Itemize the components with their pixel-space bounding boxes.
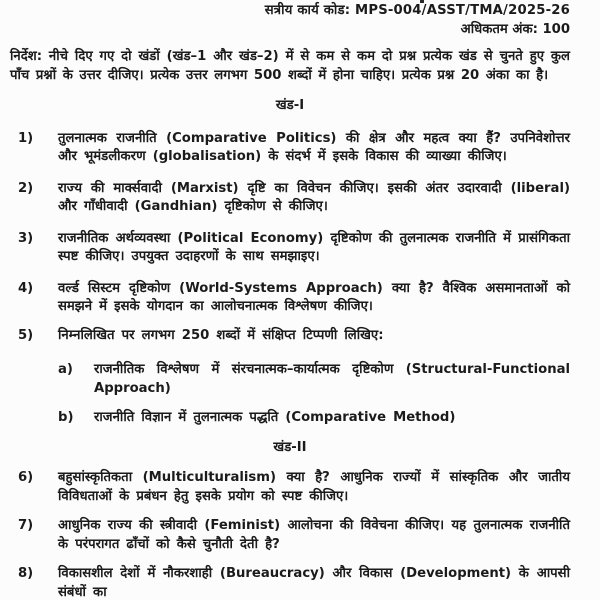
question-5a-letter: a) xyxy=(58,362,73,377)
question-4-text: वर्ल्ड सिस्टम दृष्टिकोण (World-Systems Approach) क्या है? वैश्विक असमानताओं को समझने में इसके योगदान का आलोचनात्मक विश्लेषण कीजिए। xyxy=(58,280,570,314)
question-3-text: राजनीतिक अर्थव्यवस्था (Political Economy) दृष्टिकोण की तुलनात्मक राजनीति में प्रासंगिकता स्पष्ट कीजिए। उपयुक्त उदाहरणों के साथ समझाइए। xyxy=(58,230,570,264)
question-3-number: 3) xyxy=(18,230,34,246)
question-2 xyxy=(10,180,570,217)
question-5b-letter: b) xyxy=(58,410,74,425)
question-8 xyxy=(10,565,570,600)
question-5-text: निम्नलिखित पर लगभग 250 शब्दों में संक्षिप्त टिप्पणी लिखिए: xyxy=(58,327,384,343)
max-marks xyxy=(10,21,570,40)
assignment-code-label: सत्रीय कार्य कोड: xyxy=(264,3,351,18)
question-5a xyxy=(58,361,570,398)
question-8-number: 8) xyxy=(18,566,34,581)
question-5-number: 5) xyxy=(18,327,34,343)
assignment-code-value: MPS-004/ASST/TMA/2025-26 xyxy=(355,3,570,18)
section-2-title: खंड-II xyxy=(273,439,307,455)
question-1-text: तुलनात्मक राजनीति (Comparative Politics) की क्षेत्र और महत्व क्या हैं? उपनिवेशोत्तर और भूमंडलीकरण (globalisation) के संदर्भ में इसके विकास की व्याख्या कीजिए। xyxy=(58,130,570,164)
question-6-number: 6) xyxy=(18,470,34,485)
assignment-code xyxy=(10,2,570,21)
question-4 xyxy=(10,280,570,317)
instructions-paragraph: निर्देश: नीचे दिए गए दो खंडों (खंड–1 और खंड–2) में से कम से कम दो प्रश्न प्रत्येक खंड से चुनते हुए कुल पाँच प्रश्नों के उत्तर दीजिए। प्रत्येक उत्तर लगभग 500 शब्दों में होना चाहिए। प्रत्येक प्रश्न 20 अंका का है। xyxy=(10,49,570,83)
question-2-number: 2) xyxy=(18,180,34,196)
question-1-number: 1) xyxy=(18,130,34,146)
question-6-text: बहुसांस्कृतिकता (Multiculturalism) क्या है? आधुनिक राज्यों में सांस्कृतिक और जातीय विविधताओं के प्रबंधन हेतु इसके प्रयोग को स्पष्ट कीजिए। xyxy=(58,470,570,504)
question-8-text: विकासशील देशों में नौकरशाही (Bureaucracy) और विकास (Development) के आपसी संबंधों का xyxy=(58,566,570,600)
question-7 xyxy=(10,517,570,554)
question-6 xyxy=(10,469,570,506)
question-3 xyxy=(10,230,570,267)
max-marks-value: 100 xyxy=(542,21,570,37)
question-5b xyxy=(58,409,570,428)
question-1 xyxy=(10,130,570,167)
scan-artifact xyxy=(420,0,424,3)
max-marks-label: अधिकतम अंक: xyxy=(460,21,538,37)
question-5a-text: राजनीतिक विश्लेषण में संरचनात्मक–कार्यात्मक दृष्टिकोण (Structural-Functional Approach) xyxy=(94,362,570,396)
question-7-text: आधुनिक राज्य की स्त्रीवादी (Feminist) आलोचना की विवेचना कीजिए। यह तुलनात्मक राजनीति के परंपरागत ढाँचों को कैसे चुनौती देती है? xyxy=(58,518,570,552)
paper-header xyxy=(10,2,570,39)
question-7-number: 7) xyxy=(18,518,34,533)
question-2-text: राज्य की मार्क्सवादी (Marxist) दृष्टि का विवेचन कीजिए। इसकी अंतर उदारवादी (liberal) और गाँधीवादी (Gandhian) दृष्टिकोण से कीजिए। xyxy=(58,180,570,214)
question-5b-text: राजनीति विज्ञान में तुलनात्मक पद्धति (Comparative Method) xyxy=(94,410,456,425)
question-4-number: 4) xyxy=(18,280,34,296)
section-1-title: खंड-I xyxy=(275,98,305,113)
question-5 xyxy=(10,327,570,346)
